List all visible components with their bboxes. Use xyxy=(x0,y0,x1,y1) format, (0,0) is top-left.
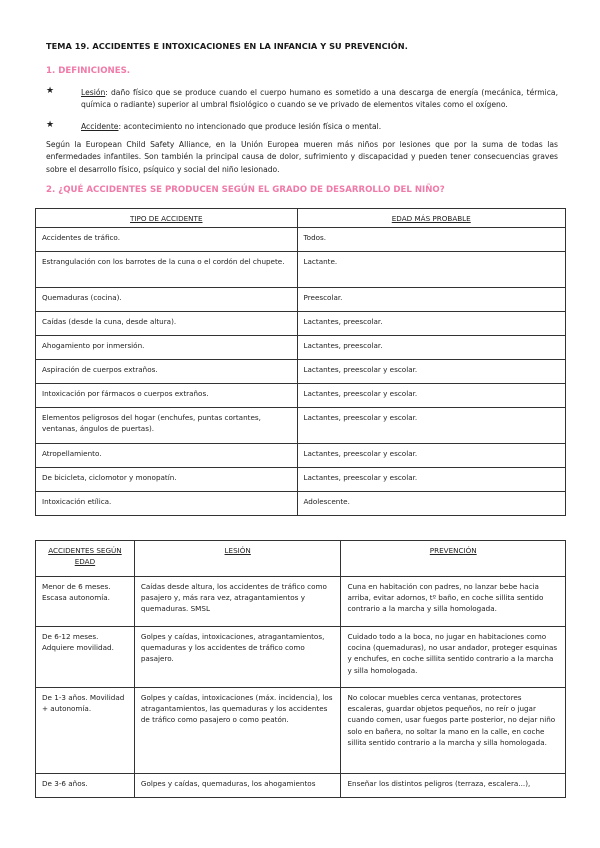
term-lesion: Lesión xyxy=(81,88,106,97)
table-cell: Lactantes, preescolar y escolar. xyxy=(297,408,565,444)
table-cell: Intoxicación por fármacos o cuerpos extraños. xyxy=(36,384,298,408)
definition-accidente xyxy=(81,121,558,133)
table-cell: De 6-12 meses. Adquiere movilidad. xyxy=(36,627,135,688)
table-cell: No colocar muebles cerca ventanas, protectores escaleras, guardar objetos pequeños, no reír o jugar cuando comen, usar fuegos parte posterior, no dejar niño solo en bañera, no soltar la mano en la calle, en coche sillita sentido contrario a la marcha y silla homologada. xyxy=(341,688,566,774)
table-cell: Caídas desde altura, los accidentes de tráfico como pasajero y, más rara vez, atragantamientos y quemaduras. SMSL xyxy=(134,577,341,627)
table-cell: Lactantes, preescolar. xyxy=(297,312,565,336)
table-cell: De 1-3 años. Movilidad + autonomía. xyxy=(36,688,135,774)
table-row xyxy=(36,336,566,360)
table-row xyxy=(36,384,566,408)
table-cell: Enseñar los distintos peligros (terraza, escalera...), xyxy=(341,774,566,798)
table-cell: Lactante. xyxy=(297,252,565,288)
table-cell: Cuna en habitación con padres, no lanzar bebe hacia arriba, evitar adornos, tº baño, en coche sillita sentido contrario a la marcha y silla homologada. xyxy=(341,577,566,627)
table-row xyxy=(36,627,566,688)
table-row xyxy=(36,492,566,516)
table-cell: Lactantes, preescolar y escolar. xyxy=(297,468,565,492)
table-cell: Ahogamiento por inmersión. xyxy=(36,336,298,360)
term-accidente: Accidente xyxy=(81,122,119,131)
table-cell: Intoxicación etílica. xyxy=(36,492,298,516)
section-heading-accidents: 2. ¿QUÉ ACCIDENTES SE PRODUCEN SEGÚN EL GRADO DE DESARROLLO DEL NIÑO? xyxy=(46,185,445,195)
table-cell: Lactantes, preescolar y escolar. xyxy=(297,360,565,384)
document-title: TEMA 19. ACCIDENTES E INTOXICACIONES EN LA INFANCIA Y SU PREVENCIÓN. xyxy=(46,41,408,51)
table-cell: De bicicleta, ciclomotor y monopatín. xyxy=(36,468,298,492)
table-cell: Aspiración de cuerpos extraños. xyxy=(36,360,298,384)
table-header: TIPO DE ACCIDENTE xyxy=(36,209,298,228)
table-header: ACCIDENTES SEGÚN EDAD xyxy=(36,541,135,577)
star-bullet-icon: ★ xyxy=(46,120,55,130)
table-row xyxy=(36,228,566,252)
table-cell: Caídas (desde la cuna, desde altura). xyxy=(36,312,298,336)
age-prevention-table xyxy=(35,540,566,798)
table-cell: Golpes y caídas, intoxicaciones, atragantamientos, quemaduras y los accidentes de tráfico como pasajero. xyxy=(134,627,341,688)
table-header: PREVENCIÓN xyxy=(341,541,566,577)
section-heading-definitions: 1. DEFINICIONES. xyxy=(46,66,131,76)
definition-accidente-text: : acontecimiento no intencionado que produce lesión física o mental. xyxy=(118,122,382,131)
table-cell: Todos. xyxy=(297,228,565,252)
table-cell: Lactantes, preescolar y escolar. xyxy=(297,384,565,408)
table-cell: Accidentes de tráfico. xyxy=(36,228,298,252)
table-header: EDAD MÁS PROBABLE xyxy=(297,209,565,228)
table-cell: Quemaduras (cocina). xyxy=(36,288,298,312)
table-cell: De 3-6 años. xyxy=(36,774,135,798)
table-cell: Lactantes, preescolar. xyxy=(297,336,565,360)
intro-paragraph: Según la European Child Safety Alliance, en la Unión Europea mueren más niños por lesiones que por la suma de todas las enfermedades infantiles. Son también la principal causa de dolor, sufrimiento y discapacidad y pueden tener consecuencias graves sobre el desarrollo físico, psíquico y social del niño lesionado. xyxy=(46,140,558,174)
table-row xyxy=(36,774,566,798)
table-row xyxy=(36,688,566,774)
table-cell: Golpes y caídas, intoxicaciones (máx. incidencia), los atragantamientos, las quemaduras y los accidentes de tráfico como pasajero o como peatón. xyxy=(134,688,341,774)
table-cell: Preescolar. xyxy=(297,288,565,312)
table-cell: Atropellamiento. xyxy=(36,444,298,468)
table-cell: Cuidado todo a la boca, no jugar en habitaciones como cocina (quemaduras), no usar andador, proteger esquinas y enchufes, en coche sillita sentido contrario a la marcha y silla homologada. xyxy=(341,627,566,688)
table-row xyxy=(36,468,566,492)
table-row xyxy=(36,312,566,336)
table-cell: Golpes y caídas, quemaduras, los ahogamientos xyxy=(134,774,341,798)
table-row xyxy=(36,252,566,288)
definition-lesion xyxy=(81,87,558,112)
table-row xyxy=(36,408,566,444)
table-row xyxy=(36,288,566,312)
table-cell: Elementos peligrosos del hogar (enchufes, puntas cortantes, ventanas, ángulos de puertas). xyxy=(36,408,298,444)
table-row xyxy=(36,577,566,627)
table-cell: Lactantes, preescolar y escolar. xyxy=(297,444,565,468)
table-cell: Estrangulación con los barrotes de la cuna o el cordón del chupete. xyxy=(36,252,298,288)
table-cell: Menor de 6 meses. Escasa autonomía. xyxy=(36,577,135,627)
table-row xyxy=(36,360,566,384)
table-row xyxy=(36,444,566,468)
star-bullet-icon: ★ xyxy=(46,86,55,96)
table-cell: Adolescente. xyxy=(297,492,565,516)
definition-lesion-text: : daño físico que se produce cuando el cuerpo humano es sometido a una descarga de energía (mecánica, térmica, química o radiante) superior al umbral fisiológico o cuando se ve privado de elementos vitales como el oxígeno. xyxy=(81,88,558,110)
table-header: LESIÓN xyxy=(134,541,341,577)
accident-type-table xyxy=(35,208,566,516)
